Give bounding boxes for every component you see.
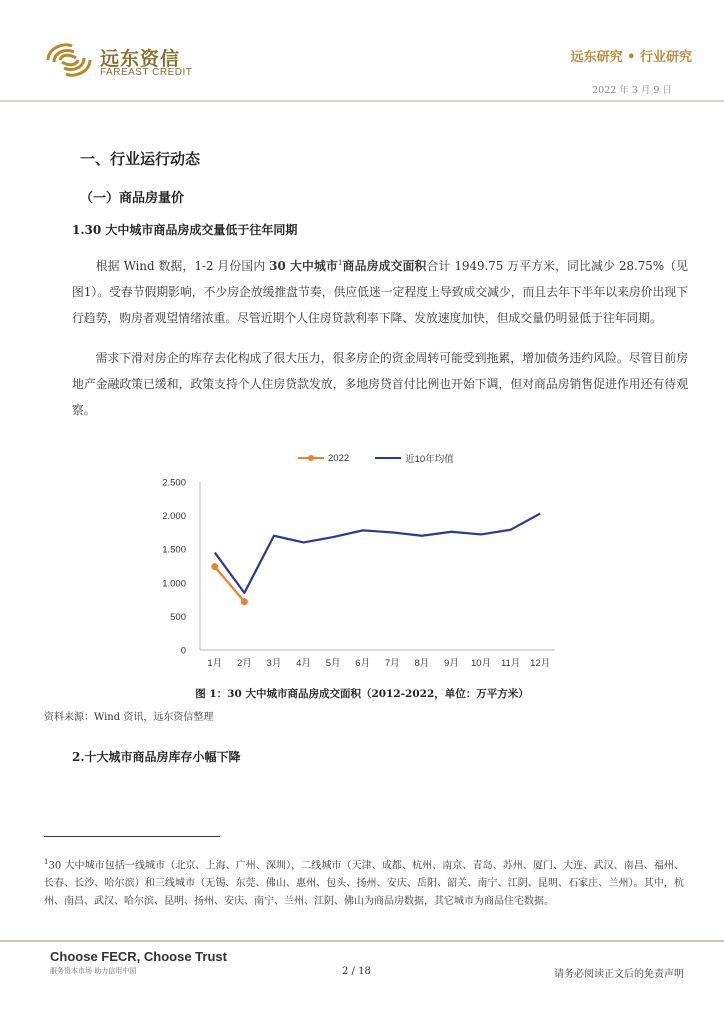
header-divider [0, 100, 724, 102]
footnote-text: 30 大中城市包括一线城市（北京、上海、广州、深圳），二线城市（天津、成都、杭州、南京、青岛、苏州、厦门、大连、武汉、南昌、福州、长春、长沙、哈尔滨）和三线城市（无锡、东莞、佛山、惠州、包头、扬州、安庆、岳阳、韶关、南宁、江阴、昆明、石家庄、兰州）。其中，杭州、南昌、武汉、哈尔滨、昆明、扬州、安庆、南宁、兰州、江阴、佛山为商品房数据，其它城市为商品住宅数据。 [44, 860, 684, 908]
p1-bold-metric: 商品房成交面积 [342, 258, 427, 273]
topic-heading-1: 1.30 大中城市商品房成交量低于往年同期 [72, 223, 298, 237]
x-tick-label: 2月 [236, 658, 252, 669]
x-tick-label: 9月 [444, 658, 459, 669]
disclaimer-link[interactable]: 请务必阅读正文后的免责声明 [554, 969, 684, 980]
legend-label-2022: 2022 [328, 452, 350, 464]
x-tick-label: 8月 [414, 658, 430, 669]
topic-heading-2: 2.十大城市商品房库存小幅下降 [72, 750, 241, 764]
footnote-divider [44, 836, 220, 837]
report-date: 2022 年 3 月 9 日 [592, 85, 672, 96]
x-tick-label: 12月 [530, 658, 551, 669]
x-tick-label: 10月 [471, 658, 492, 669]
y-tick-label: 2.500 [162, 477, 186, 489]
p1-body: 合计 1949.75 万平方米，同比减少 28.75%（见图1）。受春节假期影响，不少房企放缓推盘节奏，供应低迷一定程度上导致成交减少，而且去年下半年以来房价出现下行趋势，购房者观望情绪浓重。尽管近期个人住房贷款利率下降、发放速度加快，但成交量仍明显低于往年同期。 [72, 258, 689, 325]
y-tick-label: 500 [170, 611, 186, 623]
data-point-2022 [241, 598, 248, 605]
footer-slogan: Choose FECR, Choose Trust [50, 949, 227, 964]
x-tick-label: 5月 [325, 658, 341, 669]
x-tick-label: 6月 [355, 658, 371, 669]
footer-tagline: 服务资本市场 助力信用中国 [50, 967, 137, 975]
section-heading: 一、行业运行动态 [80, 150, 201, 168]
footer-divider [0, 940, 724, 942]
legend-item-2022 [298, 453, 349, 464]
y-tick-label: 1.500 [162, 544, 186, 556]
data-point-2022 [211, 563, 218, 570]
series-line-avg [215, 514, 540, 593]
x-tick-label: 7月 [384, 658, 400, 669]
brand-subtitle: FAREAST CREDIT [100, 67, 193, 78]
line-chart [140, 470, 580, 675]
legend-swatch-2022 [298, 454, 324, 462]
y-tick-label: 1.000 [162, 578, 186, 590]
legend-item-avg [375, 451, 454, 465]
legend-swatch-avg [375, 454, 401, 462]
paragraph-2 [72, 345, 688, 423]
p1-lead: 根据 Wind 数据，1-2 月份国内 [95, 258, 270, 273]
y-tick-label: 0 [180, 645, 186, 657]
page-number: 2 / 18 [342, 966, 371, 977]
y-tick-label: 2.000 [162, 511, 186, 523]
fareast-logo-icon [44, 40, 94, 80]
x-tick-label: 3月 [266, 658, 282, 669]
x-tick-label: 11月 [500, 658, 521, 669]
p1-bold-cities: 30 大中城市 [269, 258, 338, 273]
figure-caption: 图 1：30 大中城市商品房成交面积（2012-2022，单位：万平方米） [195, 688, 529, 700]
legend-label-avg: 近10年均值 [405, 454, 454, 465]
footnote [44, 853, 684, 911]
brand-name: 远东资信 [100, 48, 181, 70]
footnote-mark: 1 [44, 858, 49, 866]
chart-legend [298, 451, 474, 465]
report-section: 远东研究 • 行业研究 [570, 50, 692, 65]
p2-body: 需求下滑对房企的库存去化构成了很大压力，很多房企的资金周转可能受到拖累，增加债务违约风险。尽管目前房地产金融政策已缓和，政策支持个人住房贷款发放，多地房贷首付比例也开始下调，但对商品房销售促进作用还有待观察。 [72, 351, 688, 417]
paragraph-1 [72, 250, 688, 331]
subsection-heading: （一）商品房量价 [80, 191, 185, 206]
footnote-ref[interactable]: 1 [337, 259, 343, 267]
x-tick-label: 1月 [207, 658, 223, 669]
data-source: 资料来源：Wind 资讯，远东资信整理 [44, 712, 214, 723]
x-tick-label: 4月 [296, 658, 311, 669]
